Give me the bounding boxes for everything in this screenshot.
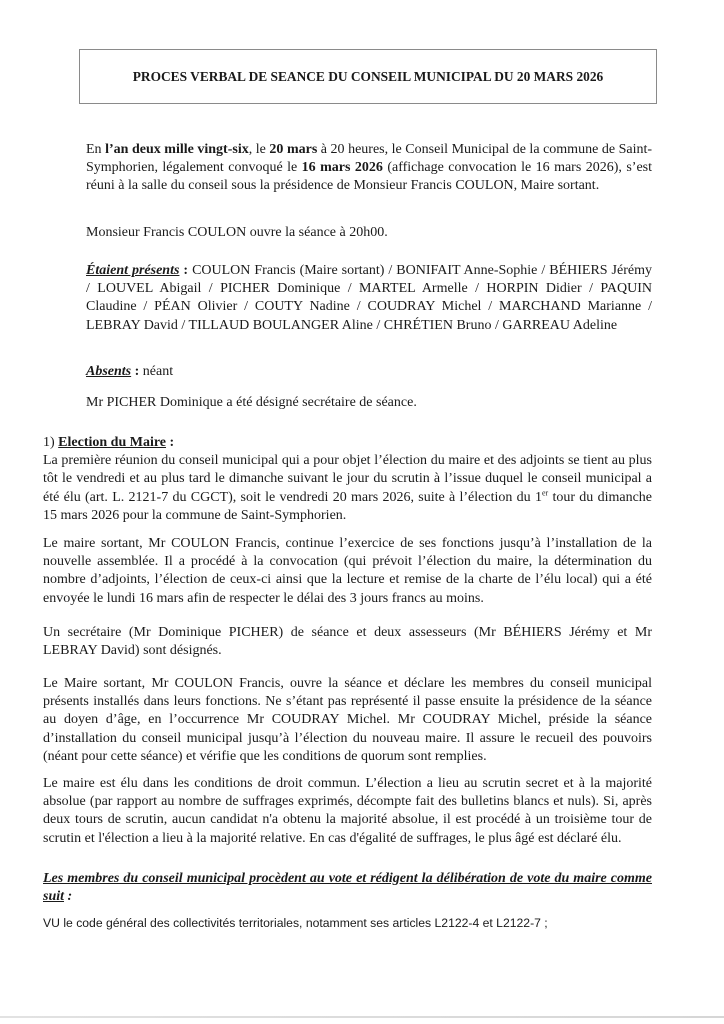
section-1-paragraph-5: Le maire est élu dans les conditions de droit commun. L’élection a lieu au scrutin secret et à la majorité absolue (par rapport au nombre de suffrages exprimés, décompte fait des bulletins blancs et nuls). Si, après deux tours de scrutin, aucun candidat n'a obtenu la majorité absolue, il est procédé à un troisième tour de scrutin et l'élection a lieu à la majorité relative. En cas d'égalité de suffrages, le plus âgé est déclaré élu. (43, 776, 652, 846)
vote-heading (43, 870, 652, 906)
presents-sep: : (179, 263, 193, 278)
presents-paragraph (86, 262, 652, 335)
presents-label: Étaient présents (86, 263, 180, 278)
opening-statement: Monsieur Francis COULON ouvre la séance à 20h00. (86, 225, 388, 240)
document-title: PROCES VERBAL DE SEANCE DU CONSEIL MUNICIPAL DU 20 MARS 2026 (132, 68, 604, 84)
vote-heading-text: Les membres du conseil municipal procèdent au vote et rédigent la délibération de vote du maire comme suit (43, 871, 652, 905)
intro-text: En (86, 142, 106, 157)
title-box (79, 49, 657, 104)
section-1-paragraph-2: Le maire sortant, Mr COULON Francis, continue l’exercice de ses fonctions jusqu’à l’installation de la nouvelle assemblée. Il a procédé à la convocation (qui prévoit l’élection du maire, la détermination du nombre d’adjoints, l’élection de ceux-ci ainsi que la lecture et remise de la charte de l’élu local) qui a été envoyée le lundi 16 mars afin de respecter le délai des 3 jours francs au moins. (43, 536, 652, 606)
presents-list: COULON Francis (Maire sortant) / BONIFAIT Anne-Sophie / BÉHIERS Jérémy / LOUVEL Abigail / PICHER Dominique / MARTEL Armelle / HORPIN Didier / PAQUIN Claudine / PÉAN Olivier / COUTY Nadine / COUDRAY Michel / MARCHAND Marianne / LEBRAY David / TILLAUD BOULANGER Aline / CHRÉTIEN Bruno / GARREAU Adeline (86, 263, 652, 333)
vu-clause: VU le code général des collectivités territoriales, notamment ses articles L2122-4 et L2122-7 ; (43, 916, 548, 930)
intro-text: , le (248, 142, 270, 157)
convocation-date: 16 mars 2026 (301, 160, 383, 176)
section-1-paragraph-4: Le Maire sortant, Mr COULON Francis, ouvre la séance et déclare les membres du conseil municipal présents installés dans leurs fonctions. Ne s’étant pas représenté il passe ensuite la présidence de la séance au doyen d’âge, en l’occurrence Mr COUDRAY Michel. Mr COUDRAY Michel, préside la séance d’installation du conseil municipal jusqu’à l’élection du nouveau maire. Il assure le recueil des pouvoirs (néant pour cette séance) et vérifie que les conditions de quorum sont remplies. (43, 676, 652, 764)
section-title: Election du Maire (58, 435, 167, 450)
absents-label: Absents (86, 364, 132, 379)
secretary-statement: Mr PICHER Dominique a été désigné secrétaire de séance. (86, 395, 417, 410)
intro-year: l’an deux mille vingt-six (105, 142, 249, 157)
section-1-paragraph-1 (43, 452, 652, 525)
paragraph-text: La première réunion du conseil municipal qui a pour objet l’élection du maire et des adjoints se tient au plus tôt le vendredi et au plus tard le dimanche suivant le jour du scrutin à l’issue duquel le conseil municipal a été élu (art. L. 2121-7 du CGCT), soit le vendredi 20 mars 2026, suite à l’élection du 1 (43, 453, 652, 505)
absents-paragraph (86, 363, 652, 381)
scan-edge-divider (0, 1016, 724, 1018)
intro-date: 20 mars (269, 142, 318, 157)
absents-value: néant (142, 364, 174, 379)
absents-sep: : (131, 364, 143, 379)
vote-heading-sep: : (64, 889, 73, 905)
ordinal-suffix: er (541, 487, 549, 497)
section-number: 1) (43, 435, 59, 450)
intro-paragraph (86, 141, 652, 196)
section-1-heading (43, 434, 652, 452)
section-1 (43, 434, 652, 525)
intro-text: (affichage convocation le 16 mars 2026), s’est réuni à la salle du conseil sous la présidence de Monsieur Francis COULON, Maire sortant. (86, 160, 653, 194)
section-1-paragraph-3: Un secrétaire (Mr Dominique PICHER) de séance et deux assesseurs (Mr BÉHIERS Jérémy et Mr LEBRAY David) sont désignés. (43, 625, 652, 659)
section-sep: : (166, 435, 175, 450)
intro-text: à 20 heures, le Conseil Municipal de la commune de Saint-Symphorien, légalement convoqué le (86, 142, 653, 176)
paragraph-text: tour du dimanche 15 mars 2026 pour la commune de Saint-Symphorien. (43, 489, 652, 523)
